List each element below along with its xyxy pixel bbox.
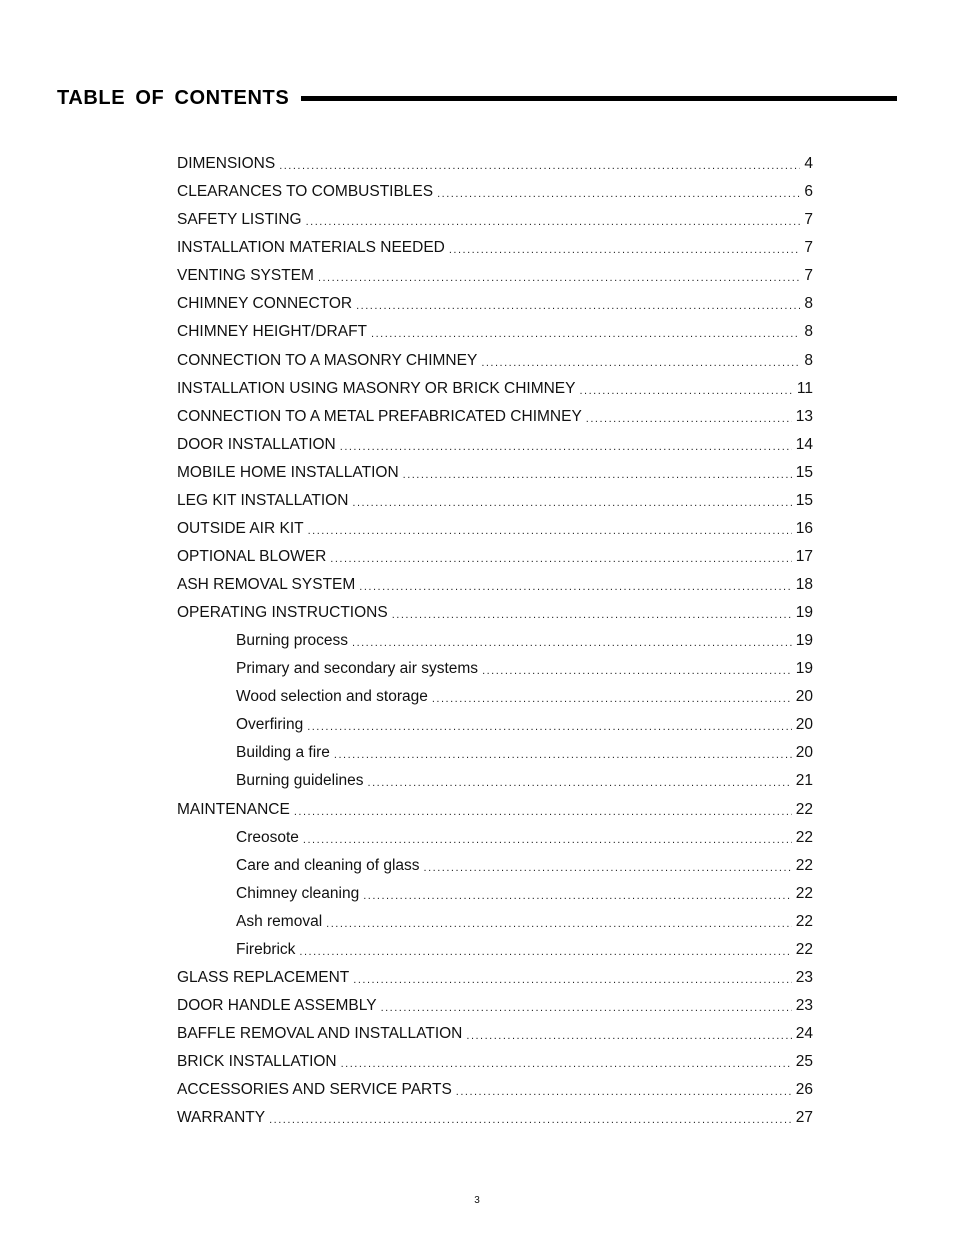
- toc-entry-page: 7: [804, 267, 813, 285]
- dot-leader: [340, 439, 792, 455]
- toc-entry-page: 22: [795, 828, 813, 846]
- toc-entry-page: 19: [795, 632, 813, 650]
- toc-entry-page: 7: [804, 211, 813, 229]
- toc-entry-page: 11: [796, 379, 813, 397]
- dot-leader: [363, 888, 792, 904]
- toc-entry-page: 14: [795, 435, 813, 453]
- dot-leader: [308, 523, 792, 539]
- dot-leader: [359, 579, 791, 595]
- dot-leader: [269, 1112, 792, 1128]
- toc-subentry[interactable]: [177, 820, 813, 848]
- toc-entry-label: BRICK INSTALLATION: [177, 1053, 337, 1071]
- toc-entry[interactable]: [177, 258, 813, 286]
- toc-entry-label: SAFETY LISTING: [177, 211, 302, 229]
- dot-leader: [368, 775, 792, 791]
- toc-entry[interactable]: [177, 791, 813, 819]
- toc-entry-page: 23: [795, 968, 813, 986]
- dot-leader: [381, 1000, 792, 1016]
- toc-entry[interactable]: [177, 455, 813, 483]
- toc-entry-page: 8: [804, 323, 813, 341]
- toc-entry-label: Ash removal: [236, 912, 323, 930]
- toc-entry-page: 16: [795, 519, 813, 537]
- toc-entry-page: 22: [795, 856, 813, 874]
- toc-entry[interactable]: [177, 371, 813, 399]
- toc-entry-page: 8: [804, 295, 813, 313]
- toc-entry-label: CHIMNEY HEIGHT/DRAFT: [177, 323, 368, 341]
- toc-entry-label: ACCESSORIES AND SERVICE PARTS: [177, 1081, 452, 1099]
- toc-entry-label: Overfiring: [236, 716, 304, 734]
- toc-entry-label: Wood selection and storage: [236, 688, 428, 706]
- dot-leader: [341, 1056, 792, 1072]
- toc-entry-page: 13: [795, 407, 813, 425]
- toc-entry-label: Burning guidelines: [236, 772, 364, 790]
- toc-entry-label: BAFFLE REMOVAL AND INSTALLATION: [177, 1025, 463, 1042]
- toc-entry-page: 27: [795, 1109, 813, 1127]
- toc-entry-page: 22: [795, 884, 813, 902]
- dot-leader: [424, 860, 792, 876]
- dot-leader: [294, 804, 792, 820]
- toc-entry[interactable]: [177, 511, 813, 539]
- toc-entry[interactable]: [177, 342, 813, 370]
- toc-entry[interactable]: [177, 1100, 813, 1128]
- dot-leader: [437, 186, 800, 202]
- toc-subentry[interactable]: [177, 735, 813, 763]
- toc-entry[interactable]: [177, 595, 813, 623]
- toc-entry-page: 19: [795, 660, 813, 678]
- toc-subentry[interactable]: [177, 932, 813, 960]
- toc-entry-page: 20: [795, 688, 813, 706]
- toc-entry-page: 22: [795, 912, 813, 930]
- dot-leader: [586, 411, 792, 427]
- dot-leader: [299, 944, 791, 960]
- toc-entry[interactable]: [177, 314, 813, 342]
- dot-leader: [353, 972, 791, 988]
- toc-entry-page: 24: [795, 1025, 813, 1042]
- dot-leader: [330, 551, 791, 567]
- toc-entry[interactable]: [177, 567, 813, 595]
- page-number: 3: [474, 1195, 480, 1206]
- dot-leader: [306, 214, 801, 230]
- toc-entry[interactable]: [177, 286, 813, 314]
- dot-leader: [466, 1028, 791, 1044]
- toc-entry-page: 20: [795, 716, 813, 734]
- toc-entry[interactable]: [177, 1072, 813, 1100]
- dot-leader: [449, 242, 801, 258]
- toc-entry-page: 15: [795, 491, 813, 509]
- toc-subentry[interactable]: [177, 904, 813, 932]
- toc-subentry[interactable]: [177, 848, 813, 876]
- toc-entry-label: INSTALLATION USING MASONRY OR BRICK CHIMNEY: [177, 379, 576, 397]
- dot-leader: [352, 635, 792, 651]
- toc-entry-page: 22: [795, 940, 813, 958]
- dot-leader: [352, 495, 791, 511]
- toc-entry-page: 22: [795, 800, 813, 818]
- toc-entry-label: DOOR HANDLE ASSEMBLY: [177, 996, 377, 1014]
- toc-entry[interactable]: [177, 1044, 813, 1072]
- toc-entry-label: Chimney cleaning: [236, 884, 360, 902]
- toc-entry-page: 21: [795, 772, 813, 790]
- toc-subentry[interactable]: [177, 679, 813, 707]
- dot-leader: [334, 747, 792, 763]
- toc-entry-label: OPTIONAL BLOWER: [177, 547, 327, 565]
- dot-leader: [318, 270, 800, 286]
- toc-subentry[interactable]: [177, 763, 813, 791]
- toc-entry-label: LEG KIT INSTALLATION: [177, 491, 349, 509]
- toc-entry[interactable]: [177, 988, 813, 1016]
- dot-leader: [356, 298, 800, 314]
- toc-entry-label: INSTALLATION MATERIALS NEEDED: [177, 239, 445, 257]
- dot-leader: [432, 691, 792, 707]
- toc-entry-label: CONNECTION TO A METAL PREFABRICATED CHIMNEY: [177, 407, 582, 425]
- toc-heading: [57, 84, 897, 112]
- toc-entry-page: 26: [795, 1081, 813, 1099]
- toc-entry-label: DIMENSIONS: [177, 155, 276, 173]
- dot-leader: [279, 158, 800, 174]
- heading-rule: [301, 96, 897, 101]
- dot-leader: [307, 719, 792, 735]
- toc-entry-label: CLEARANCES TO COMBUSTIBLES: [177, 183, 434, 201]
- toc-entry[interactable]: [177, 483, 813, 511]
- toc-entry-page: 4: [804, 155, 813, 173]
- toc-entry-label: GLASS REPLACEMENT: [177, 968, 350, 986]
- toc-entry-label: MOBILE HOME INSTALLATION: [177, 463, 399, 481]
- toc-entry[interactable]: [177, 960, 813, 988]
- toc-entry-label: CONNECTION TO A MASONRY CHIMNEY: [177, 351, 478, 369]
- toc-entry[interactable]: [177, 539, 813, 567]
- dot-leader: [326, 916, 792, 932]
- toc-entry-page: 20: [795, 744, 813, 762]
- dot-leader: [482, 663, 792, 679]
- page-title: TABLE OF CONTENTS: [57, 86, 290, 109]
- toc-subentry[interactable]: [177, 623, 813, 651]
- toc-entry-label: Creosote: [236, 828, 299, 846]
- toc-entry-page: 18: [795, 576, 813, 593]
- toc-entry-page: 23: [795, 996, 813, 1014]
- toc-subentry[interactable]: [177, 876, 813, 904]
- toc-entry-label: OUTSIDE AIR KIT: [177, 519, 304, 537]
- dot-leader: [392, 607, 792, 623]
- toc-entry-page: 17: [795, 547, 813, 565]
- toc-entry-label: DOOR INSTALLATION: [177, 435, 336, 453]
- toc-entry-label: WARRANTY: [177, 1109, 266, 1127]
- toc-entry-page: 19: [795, 604, 813, 622]
- toc-entry-label: Firebrick: [236, 940, 296, 958]
- toc-entry-page: 8: [804, 351, 813, 369]
- toc-entry[interactable]: [177, 1016, 813, 1044]
- toc-entry-label: VENTING SYSTEM: [177, 267, 314, 285]
- toc-entry-label: MAINTENANCE: [177, 800, 290, 818]
- dot-leader: [481, 355, 800, 371]
- toc-entry-page: 7: [804, 239, 813, 257]
- dot-leader: [371, 326, 800, 342]
- toc-subentry[interactable]: [177, 707, 813, 735]
- toc-entry-label: ASH REMOVAL SYSTEM: [177, 576, 356, 593]
- toc-entry[interactable]: [177, 399, 813, 427]
- toc-entry-label: OPERATING INSTRUCTIONS: [177, 604, 388, 622]
- dot-leader: [579, 383, 792, 399]
- dot-leader: [403, 467, 792, 483]
- toc-entry-label: CHIMNEY CONNECTOR: [177, 295, 353, 313]
- toc-entry-label: Primary and secondary air systems: [236, 660, 479, 678]
- toc-entry[interactable]: [177, 230, 813, 258]
- toc-entry-page: 6: [804, 183, 813, 201]
- dot-leader: [456, 1084, 792, 1100]
- toc-entry[interactable]: [177, 202, 813, 230]
- toc-entry-label: Building a fire: [236, 744, 330, 762]
- toc-entry[interactable]: [177, 427, 813, 455]
- toc-entry-label: Burning process: [236, 632, 349, 650]
- toc-list: [177, 146, 813, 1128]
- dot-leader: [303, 832, 792, 848]
- toc-entry[interactable]: [177, 146, 813, 174]
- toc-entry-page: 15: [795, 463, 813, 481]
- toc-entry-page: 25: [795, 1053, 813, 1071]
- toc-entry[interactable]: [177, 174, 813, 202]
- toc-entry-label: Care and cleaning of glass: [236, 856, 420, 874]
- toc-subentry[interactable]: [177, 651, 813, 679]
